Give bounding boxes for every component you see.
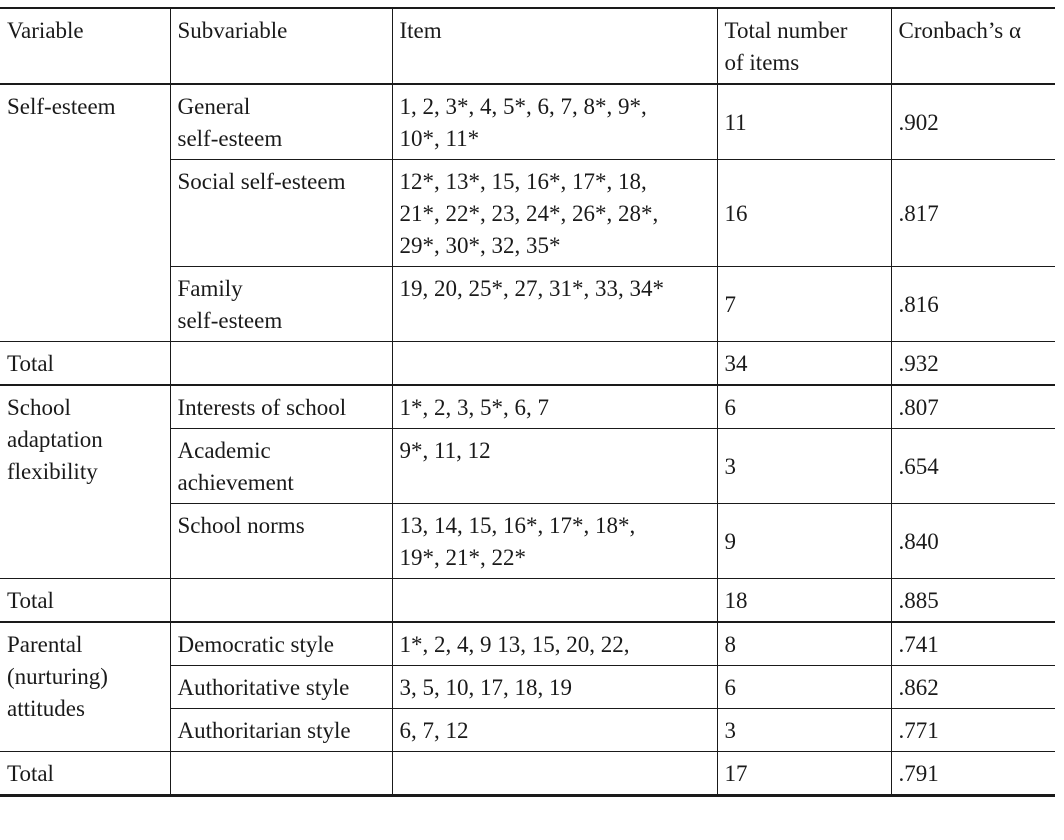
item-line: 21*, 22*, 23, 24*, 26*, 28*,: [399, 201, 659, 226]
total-alpha-cell: .791: [891, 752, 1055, 796]
item-cell: [392, 504, 717, 579]
alpha-cell: .902: [891, 84, 1055, 160]
table-body: [0, 84, 1055, 796]
subvariable-line: self-esteem: [177, 308, 283, 333]
subvariable-line: Academic: [177, 438, 271, 463]
item-line: 3, 5, 10, 17, 18, 19: [399, 675, 572, 700]
header-total-items-line2: of items: [724, 50, 800, 75]
variable-line: Parental: [7, 632, 83, 657]
total-row: [0, 342, 1055, 386]
total-row: [0, 752, 1055, 796]
subvariable-line: Family: [177, 276, 243, 301]
item-line: 19, 20, 25*, 27, 31*, 33, 34*: [399, 276, 664, 301]
total-label-cell: Total: [0, 752, 170, 796]
variable-cell: [0, 84, 170, 342]
item-cell: [392, 666, 717, 709]
item-count-cell: 9: [717, 504, 891, 579]
variable-line: School: [7, 395, 71, 420]
alpha-cell: .817: [891, 160, 1055, 267]
reliability-table: [0, 7, 1055, 797]
item-count-cell: 16: [717, 160, 891, 267]
item-line: 13, 14, 15, 16*, 17*, 18*,: [399, 513, 636, 538]
alpha-cell: .840: [891, 504, 1055, 579]
header-subvariable: Subvariable: [170, 8, 392, 84]
item-count-cell: 11: [717, 84, 891, 160]
item-count-cell: 7: [717, 267, 891, 342]
alpha-cell: .741: [891, 622, 1055, 666]
item-count-cell: 6: [717, 666, 891, 709]
variable-line: adaptation: [7, 427, 103, 452]
alpha-cell: .654: [891, 429, 1055, 504]
total-item-empty: [392, 752, 717, 796]
subvariable-cell: [170, 160, 392, 267]
item-cell: [392, 267, 717, 342]
subvariable-cell: [170, 385, 392, 429]
table-row: [0, 622, 1055, 666]
total-label-cell: Total: [0, 342, 170, 386]
subvariable-line: self-esteem: [177, 126, 283, 151]
item-line: 10*, 11*: [399, 126, 480, 151]
header-alpha: Cronbach’s α: [891, 8, 1055, 84]
item-cell: [392, 429, 717, 504]
subvariable-cell: [170, 709, 392, 752]
subvariable-line: General: [177, 94, 251, 119]
item-cell: [392, 84, 717, 160]
subvariable-line: Authoritative style: [177, 675, 350, 700]
subvariable-cell: [170, 429, 392, 504]
item-line: 29*, 30*, 32, 35*: [399, 233, 561, 258]
total-item-empty: [392, 579, 717, 623]
total-alpha-cell: .885: [891, 579, 1055, 623]
subvariable-line: Authoritarian style: [177, 718, 351, 743]
item-count-cell: 8: [717, 622, 891, 666]
header-row: [0, 8, 1055, 84]
total-label-cell: Total: [0, 579, 170, 623]
alpha-cell: .807: [891, 385, 1055, 429]
item-cell: [392, 622, 717, 666]
item-cell: [392, 385, 717, 429]
total-subvariable-empty: [170, 579, 392, 623]
subvariable-cell: [170, 622, 392, 666]
item-line: 12*, 13*, 15, 16*, 17*, 18,: [399, 169, 647, 194]
item-cell: [392, 160, 717, 267]
subvariable-line: achievement: [177, 470, 294, 495]
header-total-items-line1: Total number: [724, 18, 848, 43]
total-count-cell: 34: [717, 342, 891, 386]
variable-line: attitudes: [7, 696, 85, 721]
item-count-cell: 6: [717, 385, 891, 429]
header-total-items: [717, 8, 891, 84]
subvariable-cell: [170, 666, 392, 709]
total-row: [0, 579, 1055, 623]
total-alpha-cell: .932: [891, 342, 1055, 386]
variable-cell: [0, 622, 170, 752]
subvariable-cell: [170, 84, 392, 160]
item-line: 1*, 2, 4, 9 13, 15, 20, 22,: [399, 632, 630, 657]
table-row: [0, 385, 1055, 429]
total-subvariable-empty: [170, 342, 392, 386]
variable-cell: [0, 385, 170, 579]
item-count-cell: 3: [717, 429, 891, 504]
subvariable-line: Democratic style: [177, 632, 334, 657]
header-item: Item: [392, 8, 717, 84]
table-row: [0, 84, 1055, 160]
item-line: 1, 2, 3*, 4, 5*, 6, 7, 8*, 9*,: [399, 94, 647, 119]
subvariable-line: Interests of school: [177, 395, 347, 420]
variable-line: (nurturing): [7, 664, 108, 689]
total-count-cell: 18: [717, 579, 891, 623]
item-line: 1*, 2, 3, 5*, 6, 7: [399, 395, 549, 420]
item-line: 9*, 11, 12: [399, 438, 491, 463]
alpha-cell: .771: [891, 709, 1055, 752]
variable-line: Self-esteem: [7, 94, 116, 119]
header-variable: Variable: [0, 8, 170, 84]
total-item-empty: [392, 342, 717, 386]
total-count-cell: 17: [717, 752, 891, 796]
variable-line: flexibility: [7, 459, 98, 484]
item-cell: [392, 709, 717, 752]
item-line: 6, 7, 12: [399, 718, 469, 743]
item-line: 19*, 21*, 22*: [399, 545, 526, 570]
total-subvariable-empty: [170, 752, 392, 796]
subvariable-cell: [170, 504, 392, 579]
subvariable-cell: [170, 267, 392, 342]
subvariable-line: School norms: [177, 513, 305, 538]
subvariable-line: Social self-esteem: [177, 169, 346, 194]
alpha-cell: .862: [891, 666, 1055, 709]
alpha-cell: .816: [891, 267, 1055, 342]
item-count-cell: 3: [717, 709, 891, 752]
